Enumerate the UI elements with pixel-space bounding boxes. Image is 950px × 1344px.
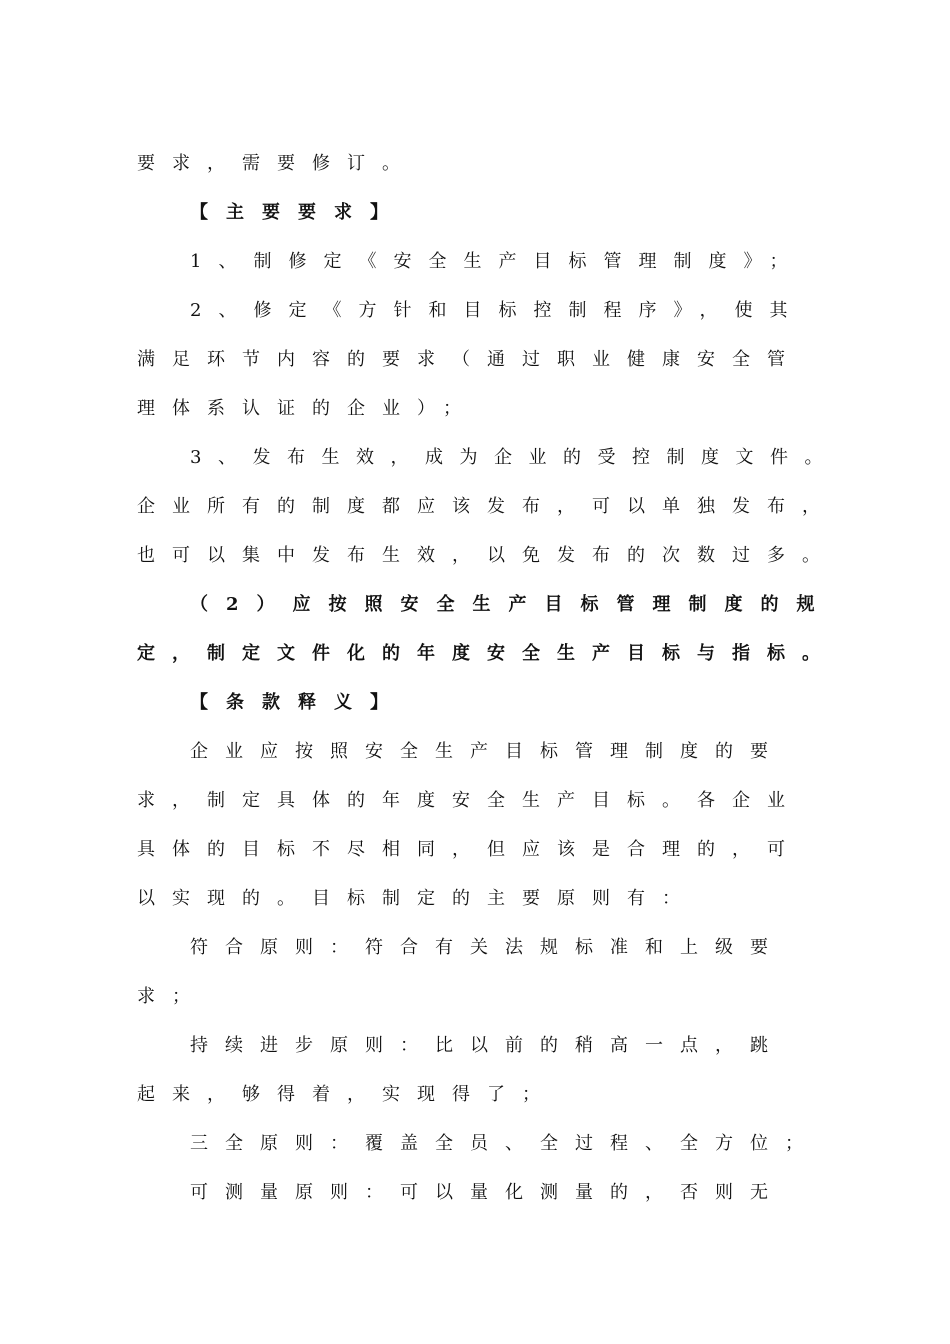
- text-line-8: 企业所有的制度都应该发布，可以单独发布，: [137, 496, 837, 517]
- text-line-9: 也可以集中发布生效，以免发布的次数过多。: [137, 545, 837, 566]
- text-line-16: 以实现的。目标制定的主要原则有：: [137, 888, 697, 909]
- text-line-14: 求，制定具体的年度安全生产目标。各企业: [137, 790, 802, 811]
- text-line-6: 理体系认证的企业）；: [137, 398, 478, 419]
- text-line-1: 要求，需要修订。: [137, 153, 417, 174]
- section-heading-clause-interpretation: 【条款释义】: [190, 692, 406, 713]
- text-line-20: 起来，够得着，实现得了；: [137, 1084, 557, 1105]
- clause-heading-line-2: 定，制定文件化的年度安全生产目标与指标。: [137, 643, 837, 664]
- text-line-22: 可测量原则：可以量化测量的，否则无: [190, 1182, 785, 1203]
- text-line-15: 具体的目标不尽相同，但应该是合理的，可: [137, 839, 802, 860]
- text-line-19: 持续进步原则：比以前的稍高一点，跳: [190, 1035, 785, 1056]
- text-line-7: 3、发布生效，成为企业的受控制度文件。: [190, 447, 839, 468]
- text-line-17: 符合原则：符合有关法规标准和上级要: [190, 937, 785, 958]
- text-line-5: 满足环节内容的要求（通过职业健康安全管: [137, 349, 802, 370]
- clause-heading-line-1: （2）应按照安全生产目标管理制度的规: [190, 594, 833, 615]
- section-heading-main-requirements: 【主要要求】: [190, 202, 406, 223]
- text-line-3: 1、制修定《安全生产目标管理制度》；: [190, 251, 805, 272]
- text-line-13: 企业应按照安全生产目标管理制度的要: [190, 741, 785, 762]
- text-line-4: 2、修定《方针和目标控制程序》，使其: [190, 300, 805, 321]
- text-line-21: 三全原则：覆盖全员、全过程、全方位；: [190, 1133, 820, 1154]
- text-line-18: 求；: [137, 986, 207, 1007]
